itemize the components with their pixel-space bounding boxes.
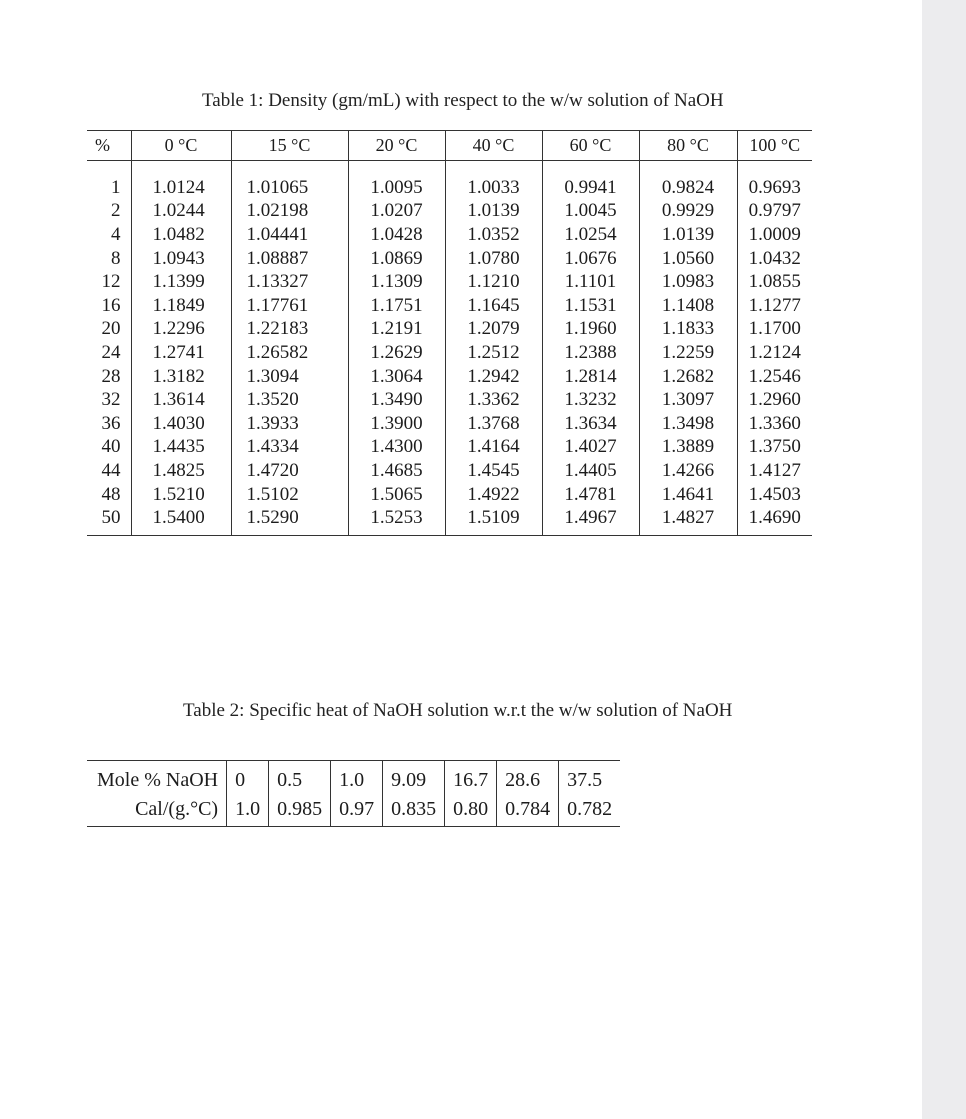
table-row [87,436,812,460]
value-cell: 0.784 [497,794,559,827]
density-cell: 1.0482 [131,223,231,247]
density-cell: 1.4030 [131,412,231,436]
density-cell: 1.0560 [639,247,737,271]
density-cell: 1.1751 [348,294,445,318]
table-row [87,341,812,365]
percent-cell: 16 [101,294,121,316]
density-cell: 1.5102 [231,483,348,507]
column-header: 15 °C [231,131,348,161]
density-cell: 1.2814 [542,365,639,389]
percent-cell: 2 [111,200,121,222]
value-cell: 0.5 [269,761,331,795]
value-cell: 1.0 [331,761,383,795]
density-cell: 1.26582 [231,341,348,365]
percent-cell: 28 [101,365,121,387]
density-cell: 1.04441 [231,223,348,247]
value-cell: 0 [227,761,269,795]
density-cell: 1.3490 [348,388,445,412]
density-cell: 1.4641 [639,483,737,507]
density-cell: 1.0045 [542,200,639,224]
density-table-header [87,131,812,161]
percent-cell: 50 [87,506,131,535]
percent-cell: 24 [101,341,121,363]
density-cell: 1.2942 [445,365,542,389]
density-cell: 1.4685 [348,459,445,483]
density-cell: 1.4405 [542,459,639,483]
density-table-body [87,161,812,536]
density-cell: 1.5210 [131,483,231,507]
table-row [87,200,812,224]
row-label: Cal/(g.°C) [87,794,227,827]
percent-cell: 36 [101,412,121,434]
density-cell: 1.3933 [231,412,348,436]
density-cell: 1.0428 [348,223,445,247]
percent-cell: 1 [111,176,121,198]
value-cell: 0.782 [559,794,621,827]
percent-cell: 48 [101,483,121,505]
density-cell: 1.02198 [231,200,348,224]
density-cell: 1.1960 [542,318,639,342]
table-row [87,247,812,271]
density-cell: 1.1101 [542,270,639,294]
table-row [87,388,812,412]
density-cell: 1.4690 [737,506,812,535]
density-cell: 1.3768 [445,412,542,436]
density-cell: 1.5253 [348,506,445,535]
density-cell: 1.4825 [131,459,231,483]
density-cell: 1.2388 [542,341,639,365]
density-cell: 1.3232 [542,388,639,412]
density-cell: 1.4164 [445,436,542,460]
table1-caption: Table 1: Density (gm/mL) with respect to the w/w solution of NaOH [202,90,724,111]
percent-cell: 12 [101,271,121,293]
density-cell: 1.0139 [639,223,737,247]
density-cell: 1.1210 [445,270,542,294]
table-row [87,318,812,342]
value-cell: 0.80 [445,794,497,827]
column-header: 0 °C [131,131,231,161]
density-cell: 0.9693 [737,161,812,200]
percent-cell: 32 [101,389,121,411]
density-cell: 1.0254 [542,223,639,247]
density-cell: 1.0432 [737,247,812,271]
density-cell: 1.0676 [542,247,639,271]
density-cell: 1.3900 [348,412,445,436]
density-cell: 1.2682 [639,365,737,389]
column-header: 100 °C [737,131,812,161]
density-cell: 1.4922 [445,483,542,507]
percent-cell: 44 [101,459,121,481]
table-row [87,270,812,294]
density-cell: 1.1408 [639,294,737,318]
density-cell: 1.0983 [639,270,737,294]
mole-percent-row [87,761,620,795]
density-cell: 1.3634 [542,412,639,436]
value-cell: 0.835 [383,794,445,827]
column-header: 20 °C [348,131,445,161]
table-row [87,412,812,436]
density-cell: 1.3889 [639,436,737,460]
density-cell: 1.4827 [639,506,737,535]
density-cell: 1.3614 [131,388,231,412]
density-cell: 1.2629 [348,341,445,365]
specific-heat-table [87,760,620,827]
density-cell: 1.4720 [231,459,348,483]
table-row [87,365,812,389]
density-cell: 1.0095 [348,161,445,200]
density-cell: 1.2079 [445,318,542,342]
density-cell: 1.0124 [131,161,231,200]
density-cell: 1.1833 [639,318,737,342]
specific-heat-row [87,794,620,827]
density-cell: 1.4967 [542,506,639,535]
density-cell: 1.2960 [737,388,812,412]
density-cell: 1.4781 [542,483,639,507]
density-cell: 1.0009 [737,223,812,247]
density-cell: 1.0352 [445,223,542,247]
density-cell: 1.3750 [737,436,812,460]
right-gutter [922,0,966,1119]
density-cell: 1.2546 [737,365,812,389]
density-cell: 1.5290 [231,506,348,535]
density-cell: 1.3094 [231,365,348,389]
density-cell: 1.2259 [639,341,737,365]
table-row [87,483,812,507]
density-cell: 1.0207 [348,200,445,224]
density-cell: 1.3097 [639,388,737,412]
density-cell: 1.1277 [737,294,812,318]
density-cell: 1.2124 [737,341,812,365]
density-cell: 1.17761 [231,294,348,318]
table2-caption: Table 2: Specific heat of NaOH solution w.r.t the w/w solution of NaOH [183,700,733,721]
column-header: 60 °C [542,131,639,161]
density-cell: 1.4300 [348,436,445,460]
density-cell: 1.1399 [131,270,231,294]
density-cell: 1.13327 [231,270,348,294]
density-cell: 1.22183 [231,318,348,342]
percent-cell: 8 [111,247,121,269]
column-header: 40 °C [445,131,542,161]
density-cell: 1.4127 [737,459,812,483]
density-cell: 1.5109 [445,506,542,535]
density-cell: 1.3362 [445,388,542,412]
density-cell: 1.0139 [445,200,542,224]
value-cell: 1.0 [227,794,269,827]
density-table [87,130,812,536]
density-cell: 1.1700 [737,318,812,342]
density-cell: 0.9929 [639,200,737,224]
table-row [87,161,812,200]
density-cell: 1.0869 [348,247,445,271]
density-cell: 0.9797 [737,200,812,224]
density-cell: 1.4027 [542,436,639,460]
density-cell: 1.4435 [131,436,231,460]
density-cell: 1.0855 [737,270,812,294]
density-cell: 1.0244 [131,200,231,224]
density-cell: 1.4334 [231,436,348,460]
density-cell: 1.2191 [348,318,445,342]
density-cell: 1.01065 [231,161,348,200]
density-cell: 1.3520 [231,388,348,412]
table-row [87,294,812,318]
density-cell: 1.0033 [445,161,542,200]
density-cell: 1.0780 [445,247,542,271]
column-header: 80 °C [639,131,737,161]
density-cell: 0.9941 [542,161,639,200]
table-row [87,506,812,535]
density-cell: 1.3064 [348,365,445,389]
density-cell: 1.08887 [231,247,348,271]
value-cell: 16.7 [445,761,497,795]
table-row [87,223,812,247]
density-cell: 1.2296 [131,318,231,342]
density-cell: 1.4266 [639,459,737,483]
value-cell: 37.5 [559,761,621,795]
row-label: Mole % NaOH [87,761,227,795]
density-cell: 1.4545 [445,459,542,483]
percent-cell: 20 [101,318,121,340]
density-cell: 1.2741 [131,341,231,365]
density-cell: 1.1309 [348,270,445,294]
value-cell: 28.6 [497,761,559,795]
density-cell: 1.0943 [131,247,231,271]
density-cell: 1.1849 [131,294,231,318]
value-cell: 0.97 [331,794,383,827]
percent-cell: 4 [111,223,121,245]
density-cell: 1.4503 [737,483,812,507]
density-cell: 1.1531 [542,294,639,318]
density-cell: 1.5400 [131,506,231,535]
percent-cell: 40 [101,436,121,458]
column-header: % [87,131,131,161]
value-cell: 0.985 [269,794,331,827]
density-cell: 1.3498 [639,412,737,436]
table-row [87,459,812,483]
density-cell: 1.2512 [445,341,542,365]
density-cell: 1.1645 [445,294,542,318]
value-cell: 9.09 [383,761,445,795]
density-cell: 1.3182 [131,365,231,389]
density-cell: 1.5065 [348,483,445,507]
density-cell: 1.3360 [737,412,812,436]
density-cell: 0.9824 [639,161,737,200]
